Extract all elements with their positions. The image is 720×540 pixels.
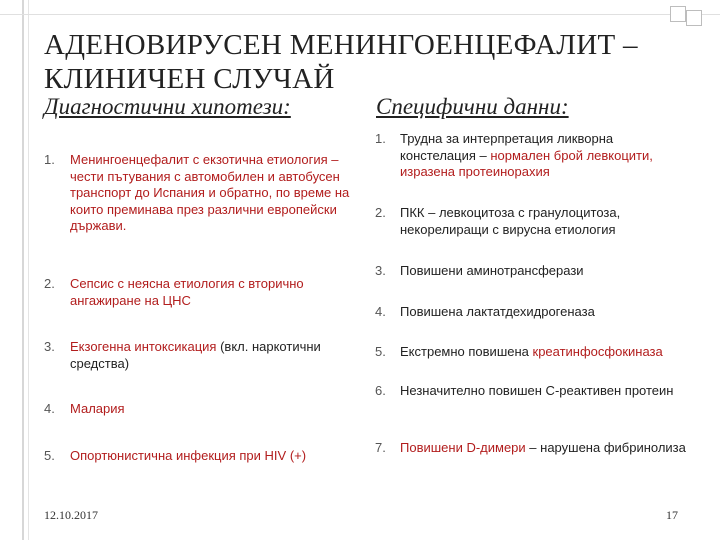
item-text <box>400 131 690 181</box>
item-number: 3. <box>44 339 55 354</box>
item-text <box>70 339 352 372</box>
slide-frame-left-line <box>22 0 24 540</box>
hypotheses-heading: Диагностични хипотези: <box>44 94 291 119</box>
text-segment: – нарушена фибринолиза <box>525 440 686 455</box>
text-segment: Незначително повишен С-реактивен протеин <box>400 383 674 398</box>
footer-date: 12.10.2017 <box>44 508 98 522</box>
text-segment: Трудна за интерпретация ликворна констелация – <box>400 131 614 163</box>
item-text <box>70 152 352 235</box>
slide-frame-left-thin-line <box>28 0 29 540</box>
text-segment: Опортюнистична инфекция при HIV (+) <box>70 448 307 463</box>
item-text <box>70 276 352 309</box>
text-segment: Екзогенна интоксикация <box>70 339 217 354</box>
item-text <box>400 304 690 321</box>
corner-square-icon <box>670 6 686 22</box>
text-segment: Малария <box>70 401 125 416</box>
item-text <box>400 440 690 457</box>
item-number: 4. <box>44 401 55 416</box>
item-number: 1. <box>375 131 386 146</box>
item-text <box>400 344 690 361</box>
item-text <box>400 205 690 238</box>
text-segment: (вкл. наркотични средства) <box>70 339 321 371</box>
text-segment: Повишени аминотрансферази <box>400 263 584 278</box>
slide-frame-top-line <box>0 14 720 15</box>
text-segment: Повишени D-димери <box>400 440 526 455</box>
item-number: 1. <box>44 152 55 167</box>
text-segment: нормален брой левкоцити, изразена протеинорахия <box>400 147 653 179</box>
item-number: 7. <box>375 440 386 455</box>
item-number: 3. <box>375 263 386 278</box>
item-number: 6. <box>375 383 386 398</box>
item-number: 2. <box>44 276 55 291</box>
text-segment: Екстремно повишена <box>400 344 533 359</box>
text-segment: креатинфосфокиназа <box>532 344 663 359</box>
item-number: 4. <box>375 304 386 319</box>
slide-number: 17 <box>666 508 678 522</box>
text-segment: Повишена лактатдехидрогеназа <box>400 304 595 319</box>
item-number: 5. <box>44 448 55 463</box>
text-segment: ПКК – левкоцитоза с гранулоцитоза, некорелиращи с вирусна етиология <box>400 205 621 237</box>
text-segment: Менингоенцефалит с екзотична етиология – чести пътувания с автомобилен и автобусен транспорт до Испания и обратно, по време на които преминава през различни европейски държави. <box>70 152 350 233</box>
item-text <box>70 448 352 465</box>
slide-title: АДЕНОВИРУСЕН МЕНИНГОЕНЦЕФАЛИТ – КЛИНИЧЕН СЛУЧАЙ <box>44 29 638 95</box>
item-text <box>400 263 690 280</box>
text-segment: Сепсис с неясна етиология с вторично ангажиране на ЦНС <box>70 276 304 308</box>
specific-data-heading: Специфични данни: <box>376 94 569 119</box>
item-number: 2. <box>375 205 386 220</box>
item-text <box>400 383 690 400</box>
corner-square-icon <box>686 10 702 26</box>
item-number: 5. <box>375 344 386 359</box>
item-text <box>70 401 352 418</box>
